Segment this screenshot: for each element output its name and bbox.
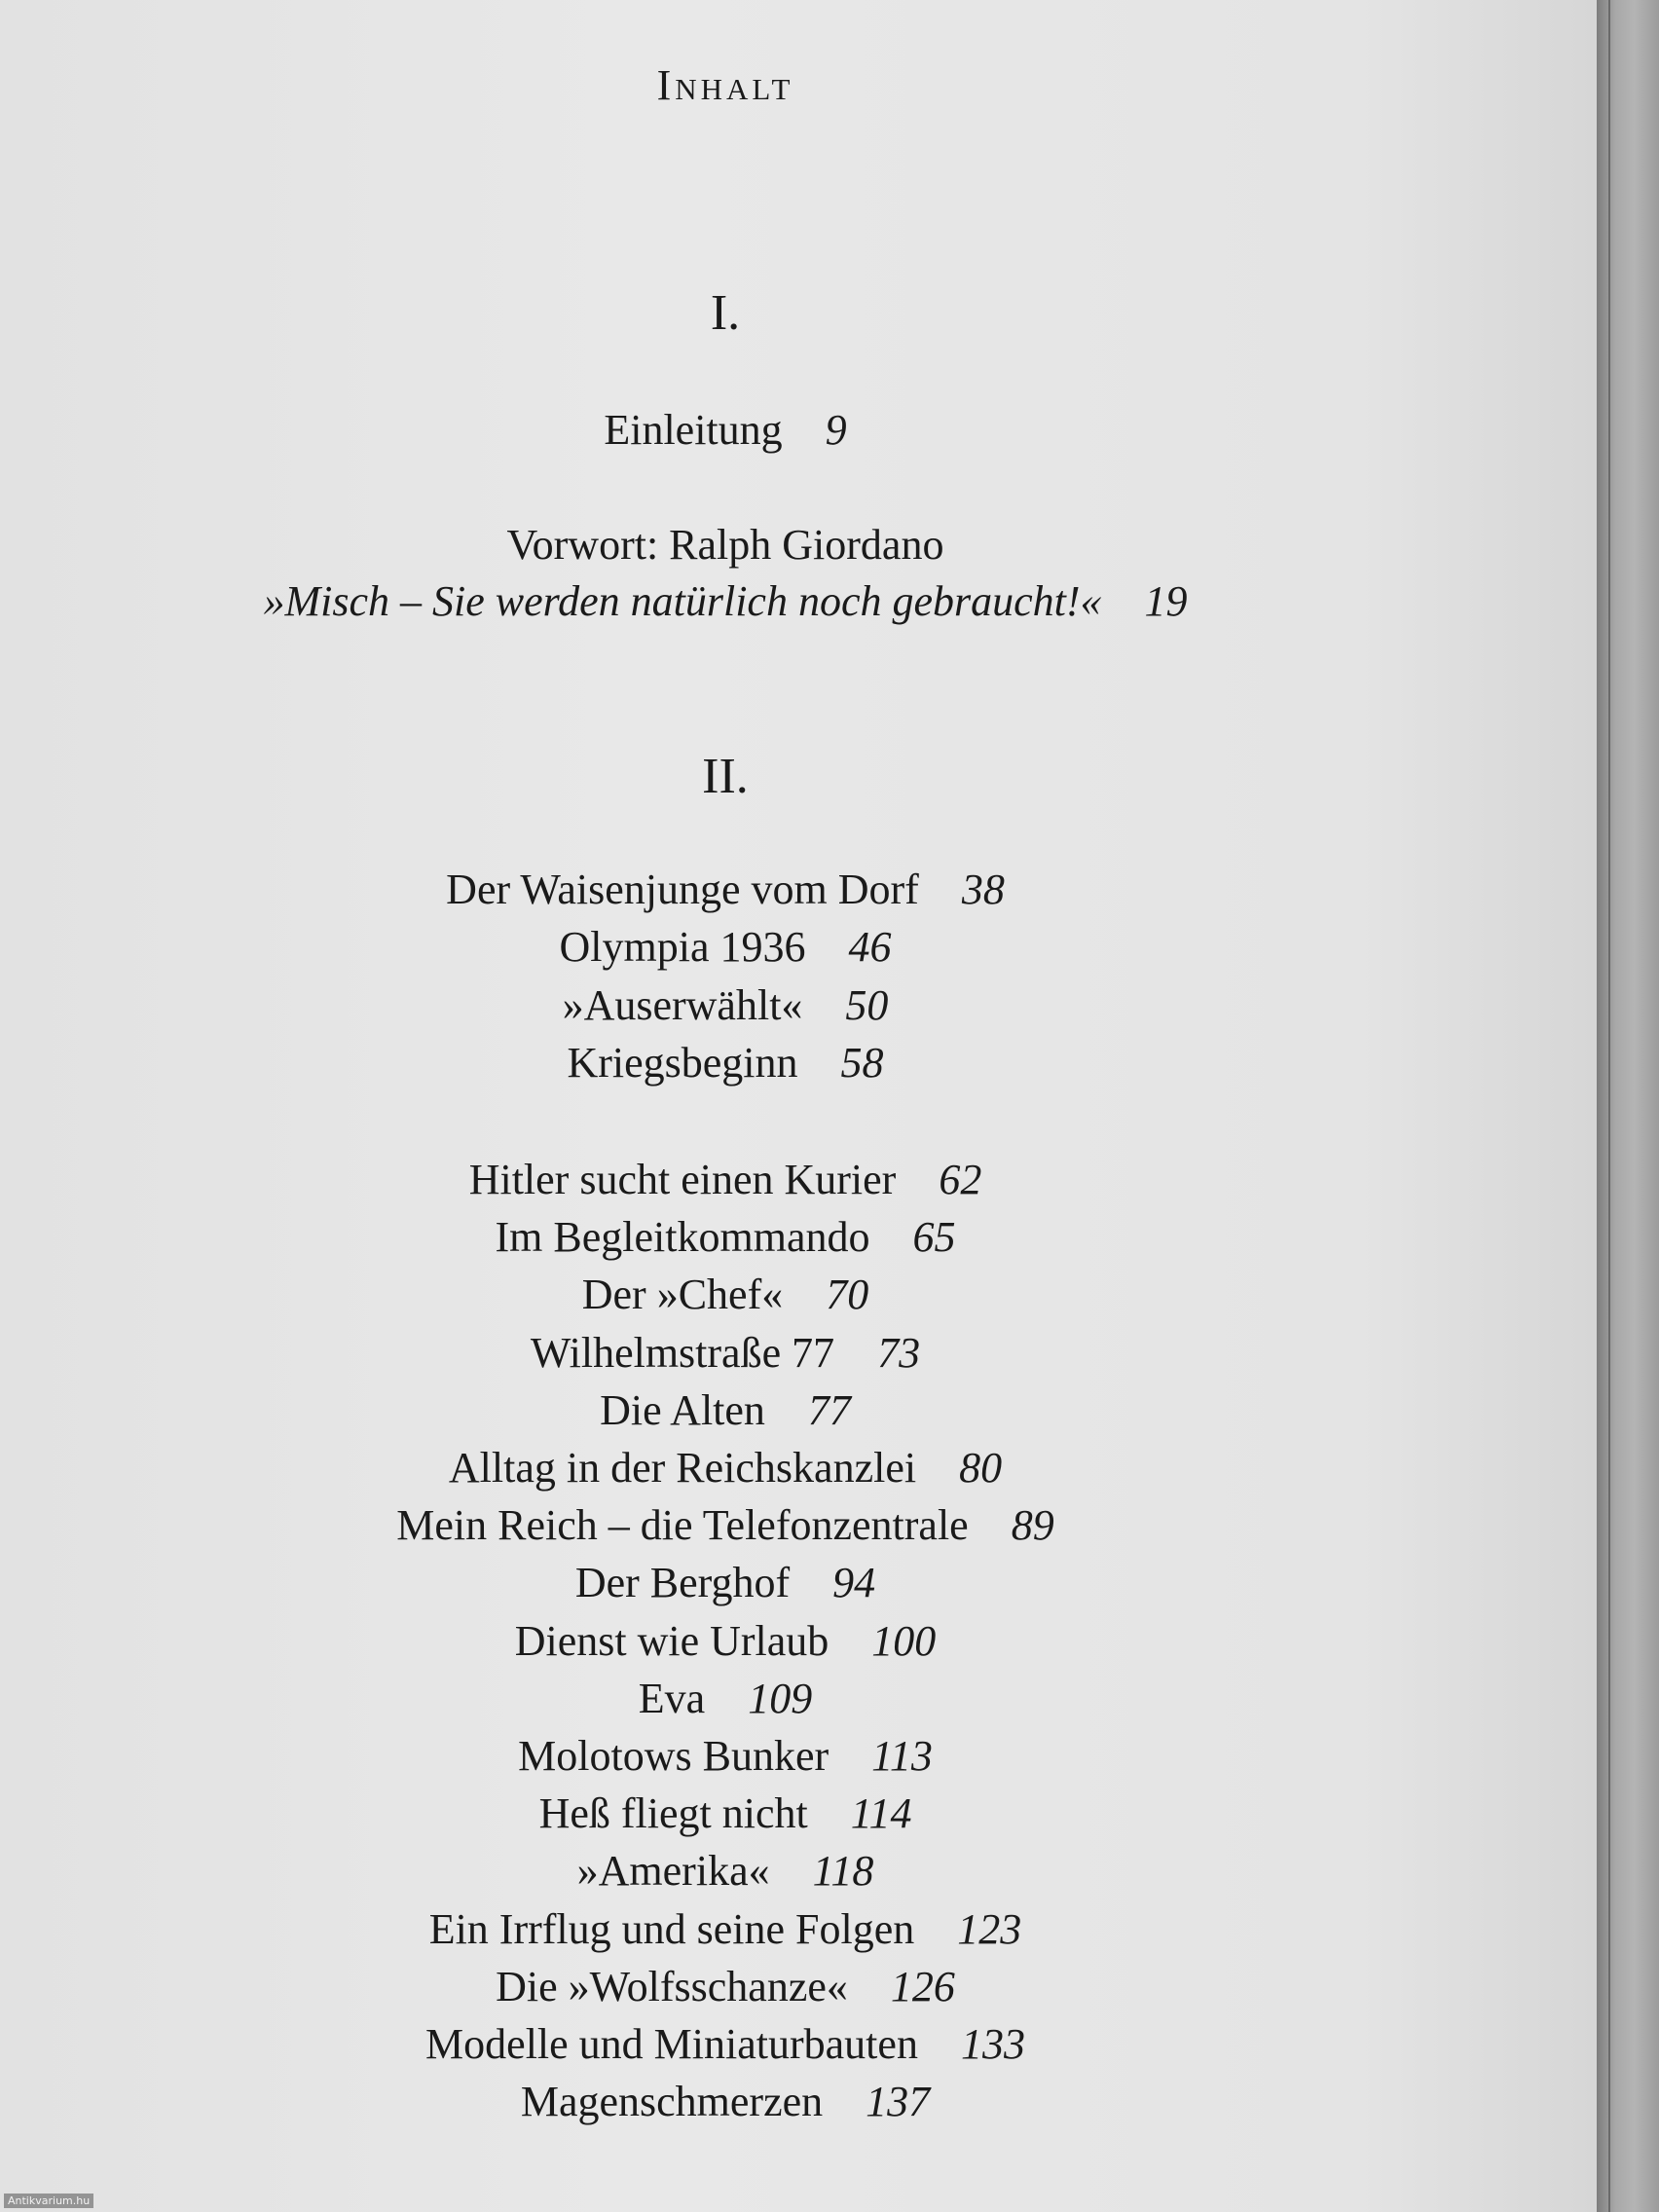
toc-entry-title: »Amerika« xyxy=(576,1847,770,1896)
toc-entry xyxy=(0,1328,1451,1377)
toc-entry xyxy=(0,868,1451,911)
toc-entry xyxy=(0,1038,1451,1087)
toc-entry-page: 137 xyxy=(866,2078,931,2126)
toc-entry xyxy=(0,1962,1451,2010)
toc-entry-title: Einleitung xyxy=(604,406,783,454)
toc-entry xyxy=(0,1213,1451,1262)
toc-entry-page: 50 xyxy=(845,980,889,1029)
toc-entry-title: Die Alten xyxy=(600,1385,765,1434)
toc-entry xyxy=(0,406,1451,454)
toc-entry-title: Modelle und Miniaturbauten xyxy=(425,2020,918,2068)
toc-entry-page: 89 xyxy=(1011,1501,1054,1550)
page-fold-line xyxy=(1608,0,1610,2212)
toc-entry-title: Der »Chef« xyxy=(581,1271,784,1319)
toc-entry-title: Der Berghof xyxy=(574,1559,791,1607)
toc-entry-page: 9 xyxy=(825,406,847,454)
toc-entry-page: 109 xyxy=(748,1674,813,1722)
toc-entry xyxy=(0,1501,1451,1550)
toc-entry xyxy=(0,1271,1451,1319)
toc-entry-page: 73 xyxy=(877,1328,921,1377)
toc-entry-page: 77 xyxy=(807,1385,851,1434)
toc-entry xyxy=(0,1847,1451,1896)
toc-entry xyxy=(0,980,1451,1029)
toc-entry xyxy=(0,1674,1451,1722)
part-two-numeral: II. xyxy=(702,749,749,804)
toc-entry xyxy=(0,1789,1451,1838)
toc-entry-page: 62 xyxy=(939,1156,982,1203)
toc-entry xyxy=(0,1559,1451,1607)
preface-label: Vorwort: Ralph Giordano xyxy=(506,521,944,569)
toc-entry-page: 100 xyxy=(871,1616,937,1665)
toc-entry-page: 118 xyxy=(812,1847,874,1896)
toc-entry-title: Eva xyxy=(638,1674,706,1722)
toc-entry-page: 113 xyxy=(871,1732,933,1780)
toc-entry-page: 94 xyxy=(832,1559,876,1607)
toc-entry-page: 70 xyxy=(826,1271,869,1319)
toc-entry-title: Heß fliegt nicht xyxy=(538,1789,808,1838)
toc-entry xyxy=(0,1444,1451,1492)
toc-entry xyxy=(0,1385,1451,1434)
toc-entry-title: Die »Wolfsschanze« xyxy=(496,1962,848,2010)
contents-heading: Inhalt xyxy=(656,61,794,109)
toc-entry xyxy=(0,2078,1451,2126)
toc-entry-title: Molotows Bunker xyxy=(518,1732,830,1780)
preface-quote: »Misch – Sie werden natürlich noch gebraucht!« xyxy=(263,577,1102,625)
toc-entry-title: Im Begleitkommando xyxy=(495,1213,870,1262)
toc-entry-title: Mein Reich – die Telefonzentrale xyxy=(396,1501,969,1550)
book-edge xyxy=(1597,0,1659,2212)
toc-entry xyxy=(0,1156,1451,1203)
toc-entry xyxy=(0,1904,1451,1953)
toc-entry-page: 80 xyxy=(959,1444,1003,1492)
toc-entry-title: Dienst wie Urlaub xyxy=(514,1616,830,1665)
toc-entry xyxy=(0,1732,1451,1780)
toc-entry-page: 58 xyxy=(840,1038,884,1087)
toc-entry xyxy=(0,1616,1451,1665)
watermark: Antikvarium.hu xyxy=(4,2194,93,2208)
toc-entry-title: Olympia 1936 xyxy=(559,923,806,972)
toc-entry-title: Ein Irrflug und seine Folgen xyxy=(428,1904,915,1953)
toc-entry-page: 65 xyxy=(912,1213,956,1262)
toc-entry-title: Hitler sucht einen Kurier xyxy=(468,1156,897,1203)
toc-entry-page: 114 xyxy=(850,1789,912,1838)
toc-entry-page: 133 xyxy=(960,2020,1025,2068)
toc-entry-title: Magenschmerzen xyxy=(520,2078,824,2126)
toc-entry xyxy=(0,923,1451,972)
toc-entry-title: »Auserwählt« xyxy=(562,980,803,1029)
preface-page: 19 xyxy=(1144,577,1188,625)
preface-quote-line xyxy=(0,577,1451,625)
toc-entry xyxy=(0,2020,1451,2068)
toc-entry-title: Der Waisenjunge vom Dorf xyxy=(446,866,919,913)
toc-entry-title: Kriegsbeginn xyxy=(567,1038,798,1087)
toc-entry-page: 38 xyxy=(961,866,1005,913)
toc-entry-page: 126 xyxy=(890,1962,955,2010)
toc-entry-title: Wilhelmstraße 77 xyxy=(530,1328,835,1377)
toc-entry-page: 123 xyxy=(957,1904,1022,1953)
toc-entry-page: 46 xyxy=(848,923,892,972)
toc-entry-title: Alltag in der Reichskanzlei xyxy=(448,1444,917,1492)
part-one-numeral: I. xyxy=(710,285,741,341)
